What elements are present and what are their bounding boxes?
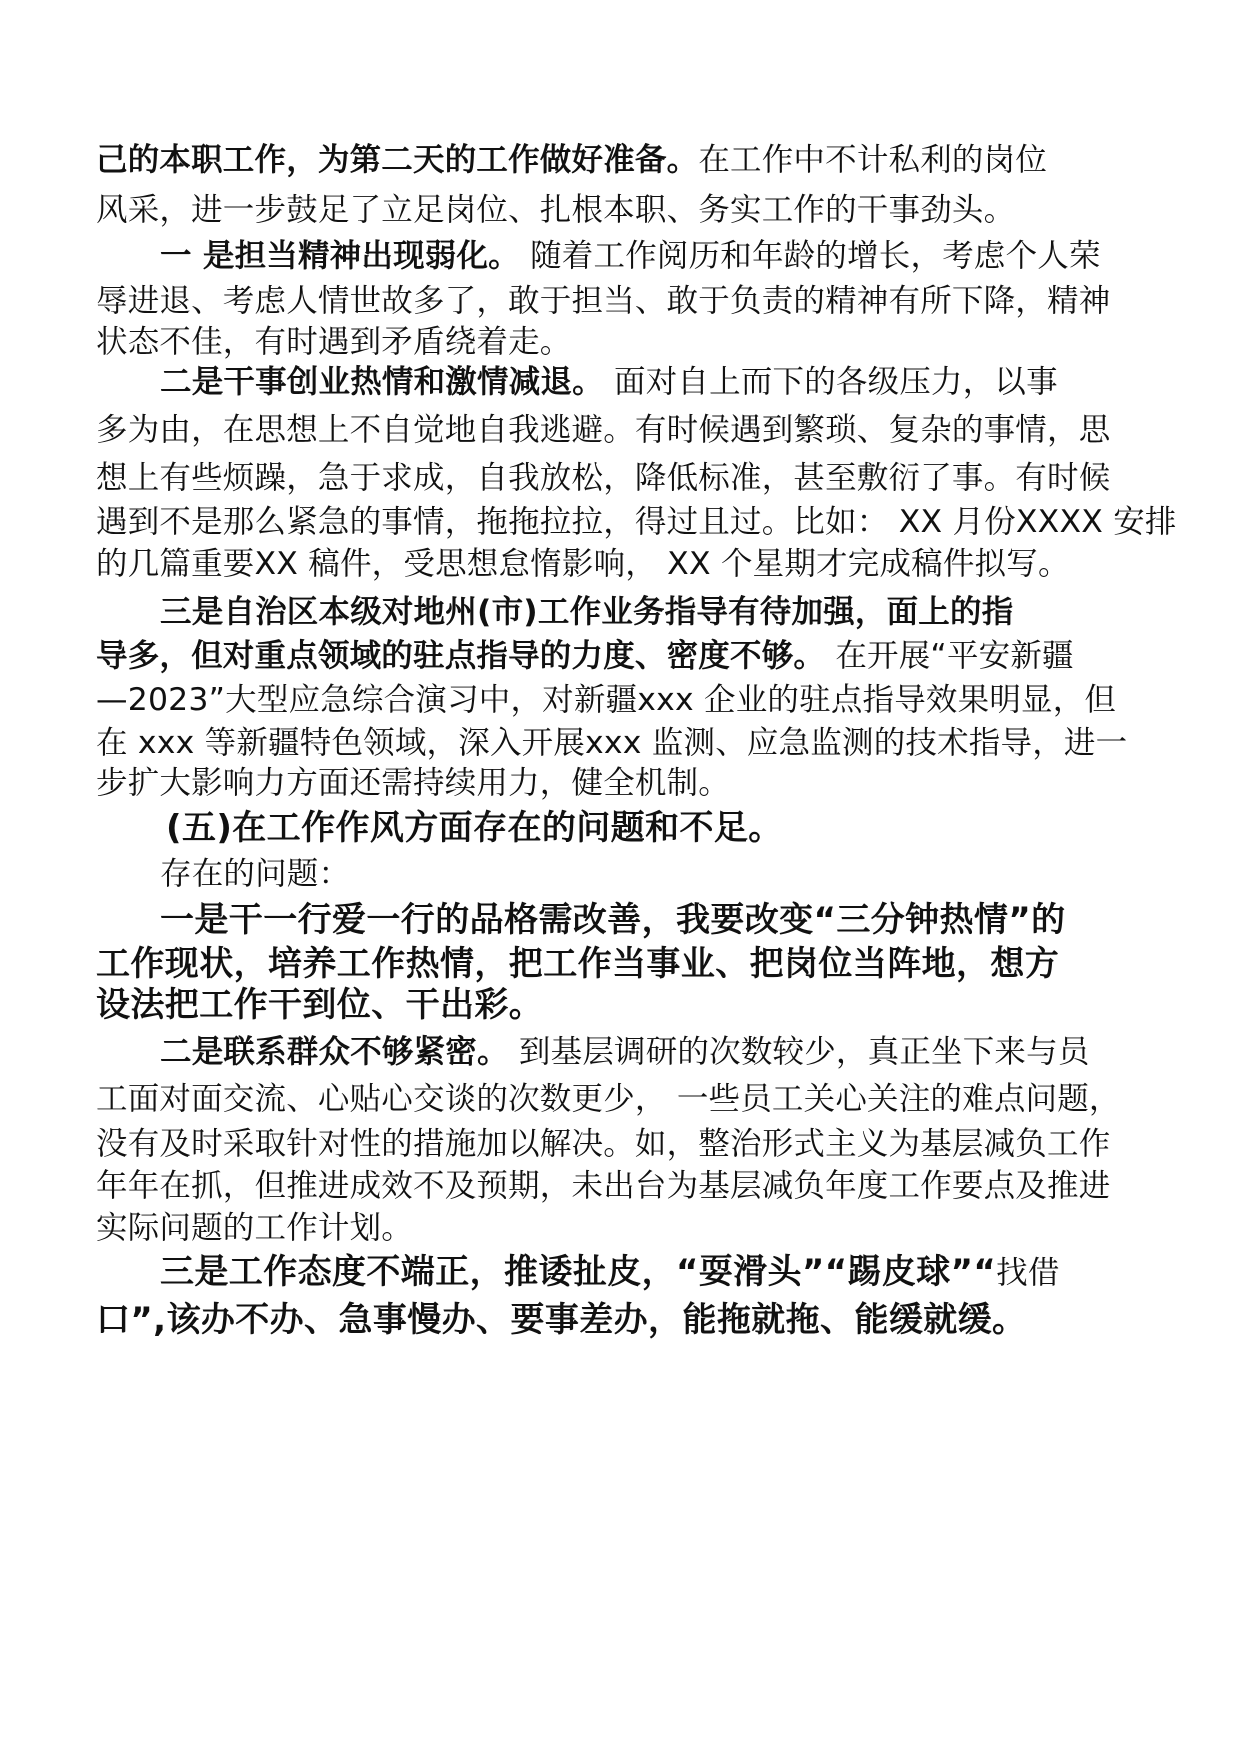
body-text: 在工作中不计私利的岗位: [698, 142, 1048, 178]
bold-text: 二是干事创业热情和激情减退。: [160, 364, 604, 400]
body-text: 面对自上而下的各级压力，以事: [603, 364, 1058, 400]
paragraph-line: [96, 944, 1059, 985]
bold-text: 导多，但对重点领域的驻点指导的力度、密度不够。: [96, 638, 826, 674]
paragraph-line: [96, 1166, 1110, 1206]
body-text: 多为由，在思想上不自觉地自我逃避。有时候遇到繁琐、复杂的事情，思: [96, 412, 1111, 448]
paragraph-line: [96, 1079, 1121, 1119]
body-text: 风采，进一步鼓足了立足岗位、扎根本职、务实工作的干事劲头。: [96, 192, 1016, 228]
bold-text: 二是联系群众不够紧密。: [160, 1034, 509, 1070]
paragraph-line: [160, 1032, 1090, 1072]
paragraph-line: [96, 636, 1074, 676]
bold-text: 一是干一行爱一行的品格需改善，我要改变“三分钟热情”的: [160, 900, 1066, 940]
body-text: 遇到不是那么紧急的事情，拖拖拉拉，得过且过。比如： XX 月份XXXX 安排: [96, 504, 1177, 540]
body-text: 存在的问题：: [160, 856, 351, 892]
paragraph-line: [96, 1124, 1110, 1164]
bold-text: 三是工作态度不端正，推诿扯皮，“耍滑头”“踢皮球”“: [160, 1252, 997, 1292]
bold-text: 设法把工作干到位、干出彩。: [96, 985, 544, 1025]
paragraph-line: [160, 236, 1101, 276]
paragraph-line: [96, 680, 1116, 720]
bold-text: (五)在工作作风方面存在的问题和不足。: [166, 808, 783, 848]
paragraph-line: [160, 592, 1013, 632]
body-text: 年年在抓，但推进成效不及预期，未出台为基层减负年度工作要点及推进: [96, 1168, 1111, 1204]
paragraph-line: [96, 985, 543, 1026]
paragraph-line: [96, 322, 572, 362]
body-text: 状态不佳，有时遇到矛盾绕着走。: [96, 324, 572, 360]
paragraph-line: [160, 900, 1066, 941]
body-text: 没有及时采取针对性的措施加以解决。如，整治形式主义为基层减负工作: [96, 1126, 1111, 1162]
paragraph-line: [96, 1300, 1026, 1341]
paragraph-line: [96, 458, 1110, 498]
paragraph-line: [96, 763, 730, 803]
bold-text: 一 是担当精神出现弱化。: [160, 238, 520, 274]
paragraph-line: [96, 410, 1110, 450]
body-text: 想上有些烦躁，急于求成，自我放松，降低标准，甚至敷衍了事。有时候: [96, 460, 1111, 496]
body-text: 在 xxx 等新疆特色领域，深入开展xxx 监测、应急监测的技术指导，进一: [96, 725, 1128, 761]
paragraph-line: [96, 140, 1047, 180]
bold-text: 三是自治区本级对地州(市)工作业务指导有待加强，面上的指: [160, 594, 1014, 630]
body-text: 辱进退、考虑人情世故多了，敢于担当、敢于负责的精神有所下降，精神: [96, 283, 1111, 319]
body-text: 找借: [996, 1255, 1060, 1291]
body-text: 的几篇重要XX 稿件，受思想怠惰影响， XX 个星期才完成稿件拟写。: [96, 546, 1070, 582]
body-text: 随着工作阅历和年龄的增长，考虑个人荣: [519, 238, 1101, 274]
paragraph-line: [96, 281, 1110, 321]
paragraph-line: [96, 723, 1127, 763]
bold-text: 己的本职工作，为第二天的工作做好准备。: [96, 142, 699, 178]
bold-text: 口”,该办不办、急事慢办、要事差办，能拖就拖、能缓就缓。: [96, 1300, 1027, 1340]
paragraph-line: [160, 854, 350, 894]
body-text: 在开展“平安新疆: [825, 638, 1074, 674]
paragraph-line: [96, 190, 1015, 230]
body-text: 步扩大影响力方面还需持续用力，健全机制。: [96, 765, 731, 801]
paragraph-line: [160, 1252, 1060, 1293]
paragraph-line: [160, 362, 1058, 402]
paragraph-line: [96, 544, 1070, 584]
body-text: 工面对面交流、心贴心交谈的次数更少， 一些员工关心关注的难点问题，: [96, 1081, 1121, 1117]
bold-text: 工作现状，培养工作热情，把工作当事业、把岗位当阵地，想方: [96, 944, 1060, 984]
body-text: 到基层调研的次数较少，真正坐下来与员: [508, 1034, 1090, 1070]
paragraph-line: [96, 1208, 413, 1248]
section-heading: [166, 808, 783, 849]
body-text: —2023”大型应急综合演习中，对新疆xxx 企业的驻点指导效果明显，但: [96, 682, 1117, 718]
paragraph-line: [96, 502, 1177, 542]
body-text: 实际问题的工作计划。: [96, 1210, 414, 1246]
